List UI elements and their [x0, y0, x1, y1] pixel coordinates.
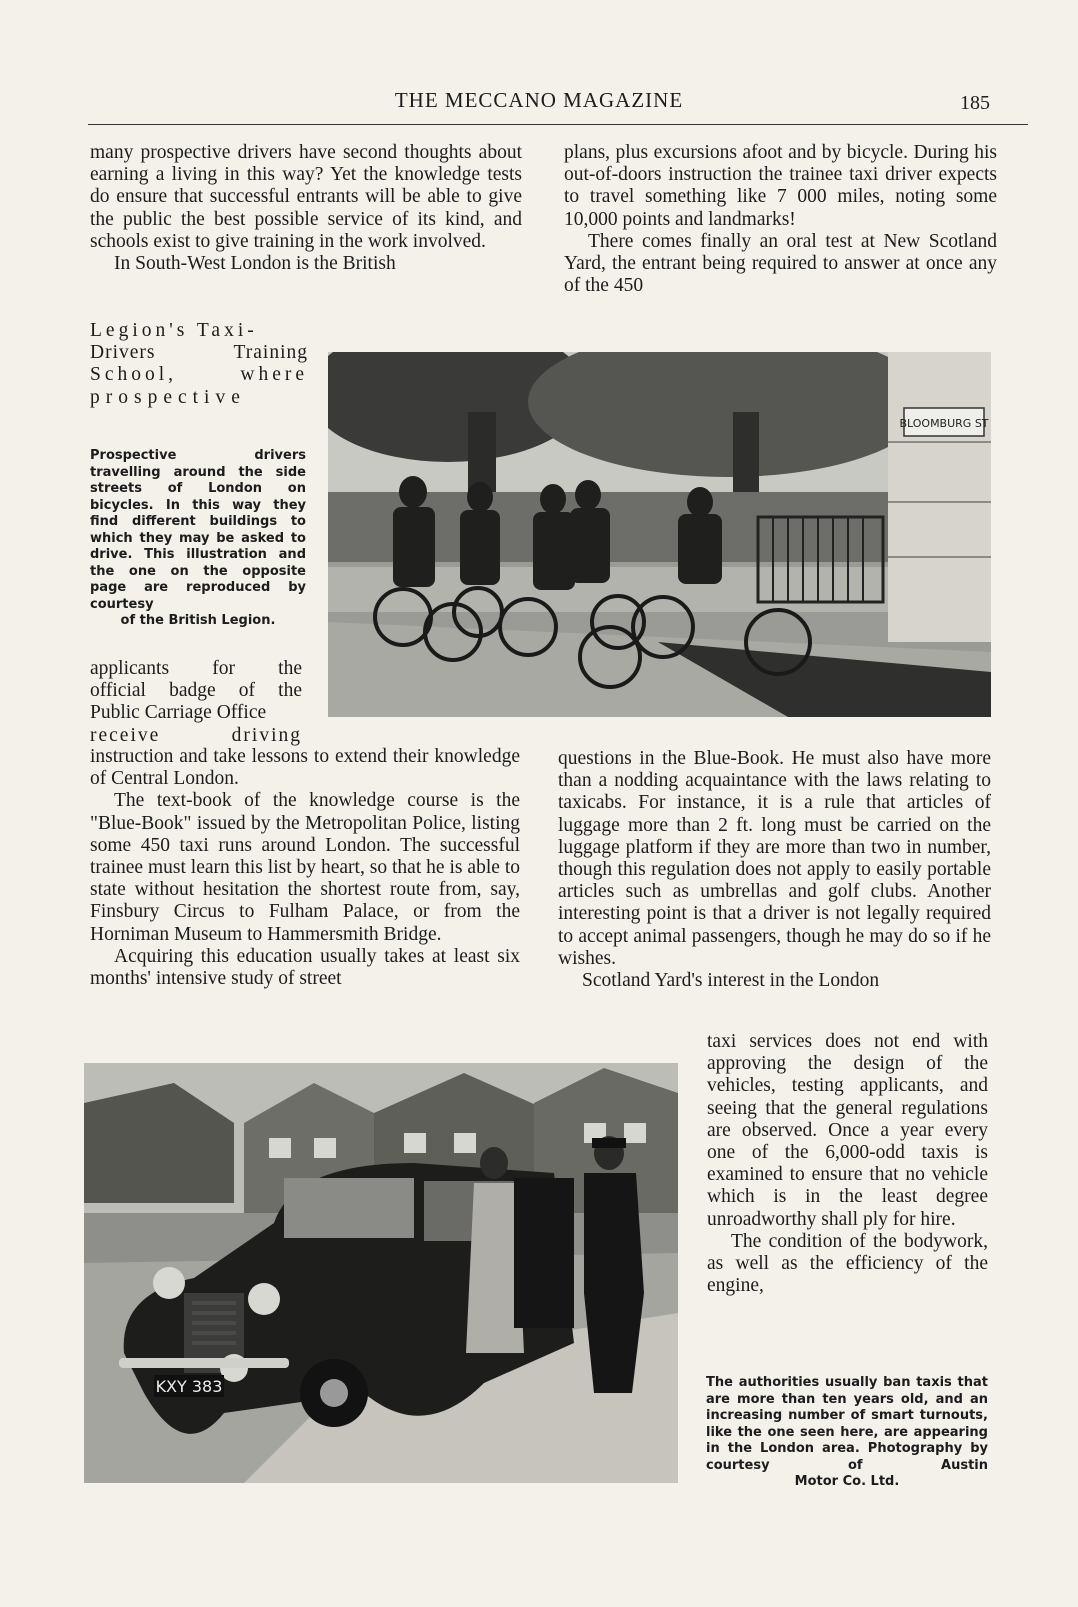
magazine-title: THE MECCANO MAGAZINE	[394, 88, 684, 112]
paragraph: Acquiring this education usually takes at least six months' intensive study of street	[90, 945, 520, 990]
paragraph: The text-book of the knowledge course is the "Blue-Book" issued by the Metropolitan Police, listing some 450 taxi runs around London. The successful trainee must learn this list by heart, so that he is able to state without hesitation the shortest route from, say, Finsbury Circus to Fulham Palace, or from the Horniman Museum to Hammersmith Bridge.	[90, 790, 520, 945]
caption-text: The authorities usually ban taxis that are more than ten years old, and an increasing number of smart turnouts, like the one seen here, are appearing in the London area. Photography by courtesy of Austin	[706, 1375, 988, 1473]
photo-taxi	[84, 1063, 678, 1483]
right-column-body	[558, 748, 991, 992]
photo-caption-taxi	[706, 1375, 988, 1491]
paragraph-line: In South-West London is the British	[114, 253, 396, 275]
paragraph: There comes finally an oral test at New Scotland Yard, the entrant being required to answer at once any of the 450	[564, 230, 997, 297]
right-column-wrap	[707, 1031, 988, 1297]
caption-text-end: of the British Legion.	[120, 613, 276, 628]
paragraph-line: Public Carriage Office	[90, 702, 267, 724]
street-sign-text: BLOOMBURG ST	[899, 417, 989, 430]
paragraph-line: official badge of the	[90, 680, 302, 702]
paragraph-line: Legion's Taxi-	[90, 320, 258, 341]
paragraph: many prospective drivers have second thoughts about earning a living in this way? Yet the knowledge tests do ensure that successful entrants will be able to give the public the best possible service of its kind, and schools exist to give training in the work involved.	[90, 142, 522, 252]
left-column-body	[90, 746, 520, 990]
licence-plate-text: KXY 383	[155, 1377, 223, 1396]
paragraph-line: Drivers Training	[90, 342, 308, 364]
paragraph: taxi services does not end with approving the design of the vehicles, testing applicants, and seeing that the general regulations are observed. Once a year every one of the 6,000-odd taxis is examined to ensure that no vehicle which is in the least degree unroadworthy shall ply for hire.	[707, 1031, 988, 1230]
left-column-wrap-lower	[90, 658, 302, 747]
paragraph-line: applicants for the	[90, 658, 302, 679]
paragraph-line: prospective	[90, 386, 246, 408]
paragraph: questions in the Blue-Book. He must also have more than a nodding acquaintance with the laws relating to taxicabs. For instance, it is a rule that articles of luggage more than 2 ft. long must be carried on the luggage platform if they are more than two in number, though this regulation does not apply to easily portable articles such as umbrellas and golf clubs. Another interesting point is that a driver is not legally required to accept animal passengers, though he may do so if he wishes.	[558, 748, 991, 969]
page-number: 185	[960, 92, 990, 114]
paragraph: The condition of the bodywork, as well as the efficiency of the engine,	[707, 1230, 988, 1297]
paragraph-line: receive driving	[90, 724, 302, 746]
left-column-top	[90, 142, 522, 275]
caption-text: Prospective drivers travelling around the side streets of London on bicycles. In this way they find different buildings to which they may be asked to drive. This illustration and the one on the opposite page are reproduced by courtesy	[90, 448, 306, 612]
caption-text-end: Motor Co. Ltd.	[794, 1474, 900, 1489]
photo-caption-bicycles	[90, 448, 306, 630]
paragraph: instruction and take lessons to extend their knowledge of Central London.	[90, 746, 520, 790]
paragraph-line: Scotland Yard's interest in the London	[582, 970, 880, 992]
left-column-wrap	[90, 320, 308, 409]
header-rule	[88, 124, 1028, 125]
photo-cyclists	[328, 352, 991, 717]
paragraph: plans, plus excursions afoot and by bicycle. During his out-of-doors instruction the trainee taxi driver expects to travel something like 7 000 miles, noting some 10,000 points and landmarks!	[564, 142, 997, 230]
paragraph-line: School, where	[90, 364, 308, 386]
right-column-top	[564, 142, 997, 297]
